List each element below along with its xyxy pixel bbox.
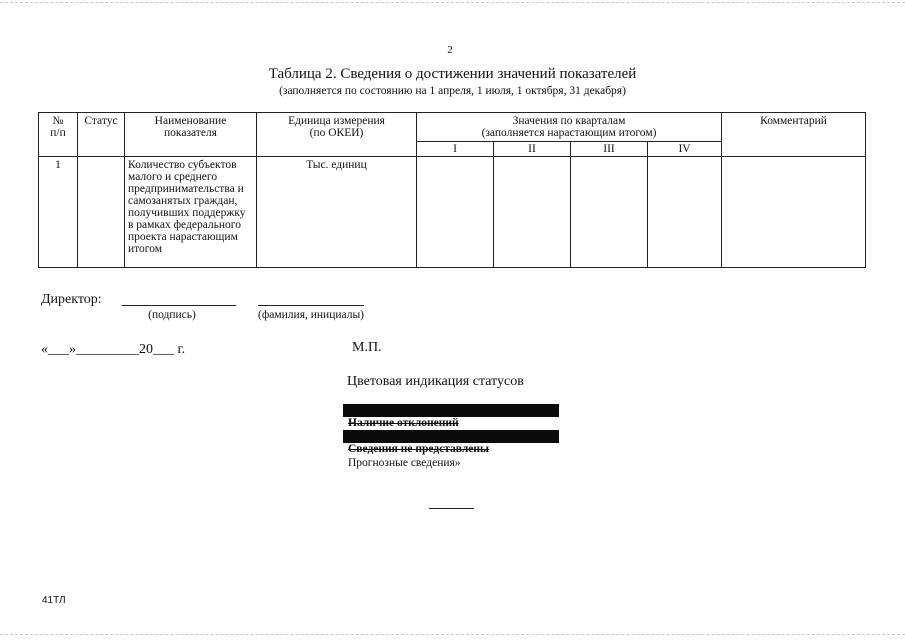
end-line [429, 508, 474, 509]
header-quarter-2: II [494, 142, 571, 157]
header-quarters-line2: (заполняется нарастающим итогом) [481, 127, 657, 139]
signature-caption: (подпись) [148, 309, 196, 321]
stamp-label: М.П. [352, 340, 382, 355]
name-line [258, 305, 364, 306]
status-color-bar [343, 404, 559, 417]
header-number-line2: п/п [50, 127, 66, 139]
legend-title: Цветовая индикация статусов [347, 374, 524, 389]
header-name-line1: Наименование [154, 115, 227, 127]
status-label-not-submitted: Сведения не представлены [348, 443, 489, 455]
header-number [39, 113, 78, 157]
cell-unit: Тыс. единиц [257, 157, 417, 268]
cell-indicator-name: Количество субъектов малого и среднего предпринимательства и самозанятых граждан, получивших поддержку в рамках федерального проекта нарастающим итогом [125, 157, 257, 268]
scan-edge-bottom [0, 634, 905, 635]
document-code: 41ТЛ [42, 595, 66, 606]
header-unit [257, 113, 417, 157]
status-label-forecast: Прогнозные сведения» [348, 457, 461, 469]
header-comment: Комментарий [722, 113, 866, 157]
header-quarter-1: I [417, 142, 494, 157]
date-line: «___»_________20___ г. [41, 342, 186, 357]
cell-quarter-4 [648, 157, 722, 268]
header-indicator-name [125, 113, 257, 157]
status-color-bar [343, 430, 559, 443]
header-name-line2: показателя [164, 127, 217, 139]
status-label-deviations: Наличие отклонений [348, 417, 459, 429]
header-number-line1: № [52, 115, 64, 127]
header-quarter-3: III [571, 142, 648, 157]
name-caption: (фамилия, инициалы) [257, 309, 365, 321]
indicators-table [38, 112, 866, 268]
table-row [39, 157, 866, 268]
cell-quarter-1 [417, 157, 494, 268]
header-quarters [417, 113, 722, 142]
header-unit-line1: Единица измерения [288, 115, 385, 127]
cell-status [78, 157, 125, 268]
header-status: Статус [78, 113, 125, 157]
cell-quarter-2 [494, 157, 571, 268]
signature-line [122, 305, 236, 306]
table-title: Таблица 2. Сведения о достижении значений показателей [268, 66, 637, 82]
header-quarters-line1: Значения по кварталам [512, 115, 626, 127]
table-subtitle: (заполняется по состоянию на 1 апреля, 1 июля, 1 октября, 31 декабря) [279, 85, 626, 97]
scan-edge-top [0, 2, 905, 3]
director-label: Директор: [41, 292, 102, 307]
cell-number: 1 [39, 157, 78, 268]
cell-comment [722, 157, 866, 268]
page-number: 2 [447, 44, 453, 56]
header-unit-line2: (по ОКЕИ) [309, 127, 364, 139]
header-quarter-4: IV [648, 142, 722, 157]
cell-quarter-3 [571, 157, 648, 268]
